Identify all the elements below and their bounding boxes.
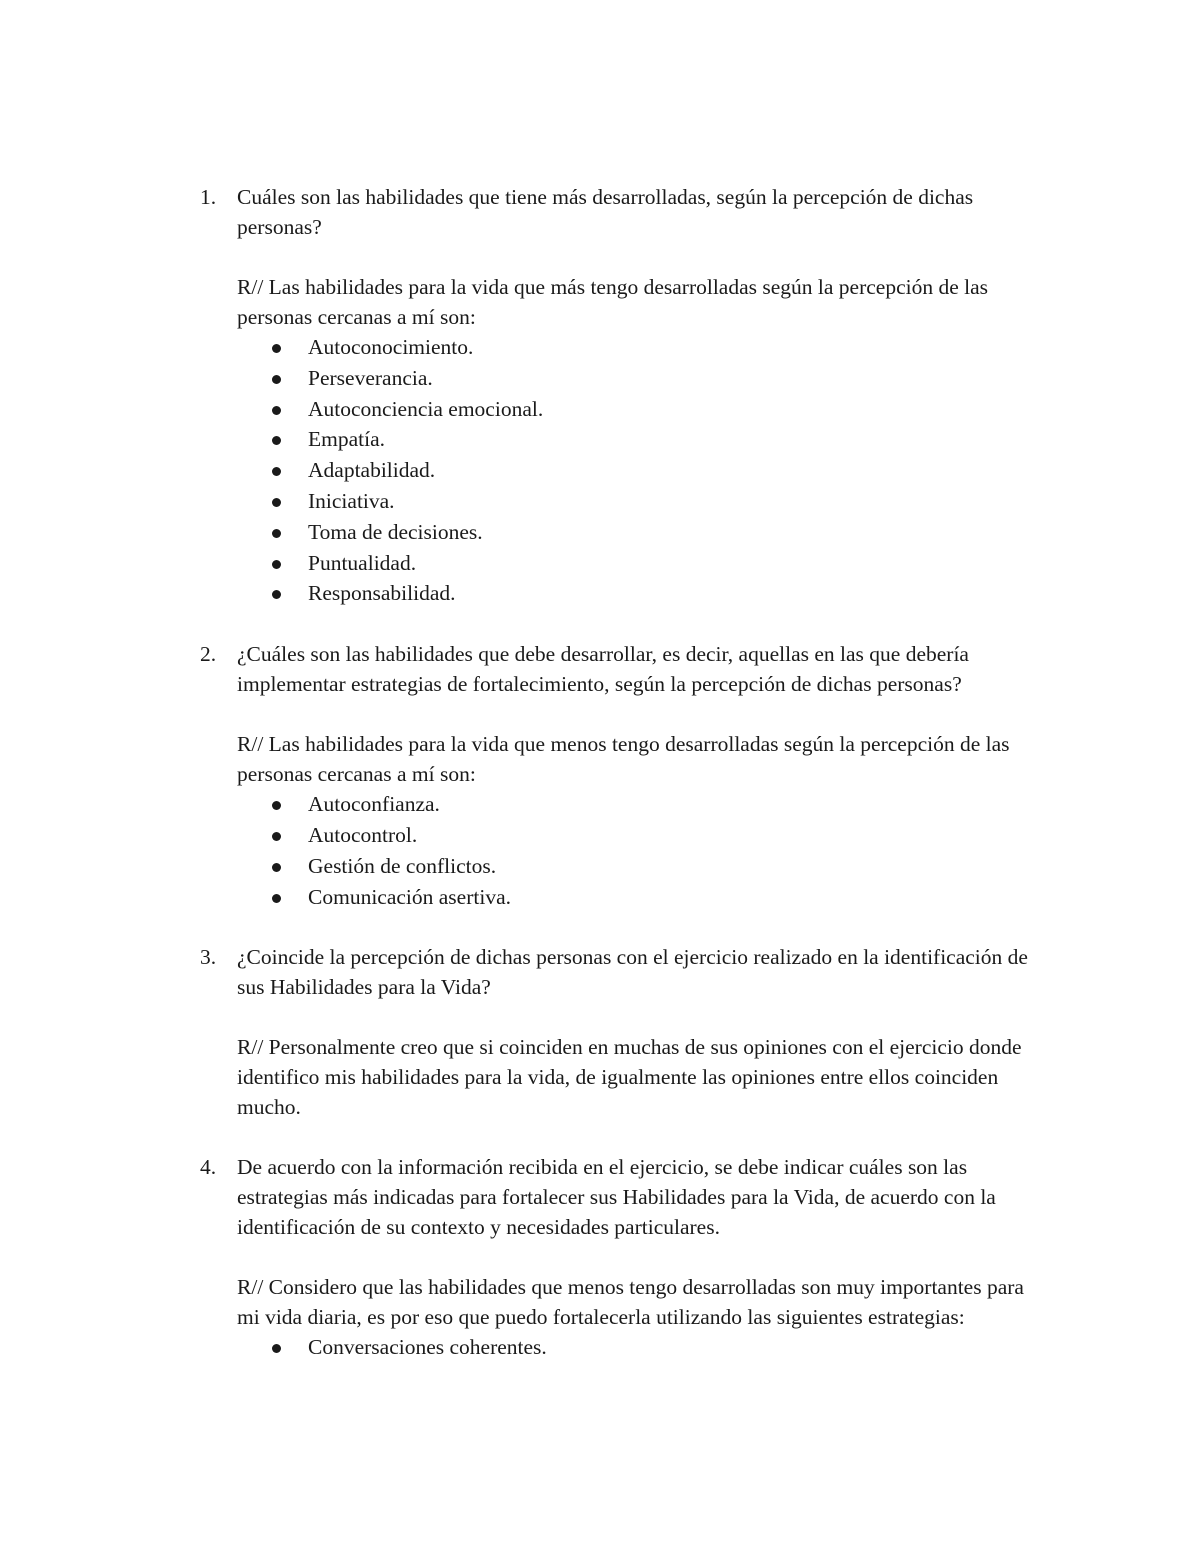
list-item-text: Autoconfianza. bbox=[308, 792, 440, 817]
list-item-text: Perseverancia. bbox=[308, 365, 433, 390]
bullet-icon bbox=[272, 406, 281, 415]
list-item-text: Conversaciones coherentes. bbox=[308, 1335, 547, 1360]
bullet-icon bbox=[272, 529, 281, 538]
list-item-text: Responsabilidad. bbox=[308, 581, 456, 606]
bullet-icon bbox=[272, 467, 281, 476]
question-text: ¿Coincide la percepción de dichas personas con el ejercicio realizado en la identificación de sus Habilidades para la Vida? bbox=[237, 945, 1028, 1000]
list-item bbox=[237, 1332, 1040, 1363]
bullet-icon bbox=[272, 832, 281, 841]
list-item bbox=[237, 455, 1040, 486]
question-text: ¿Cuáles son las habilidades que debe desarrollar, es decir, aquellas en las que debería implementar estrategias de fortalecimiento, según la percepción de dichas personas? bbox=[237, 642, 969, 697]
bullet-list bbox=[237, 789, 1040, 912]
list-item bbox=[237, 851, 1040, 882]
bullet-icon bbox=[272, 344, 281, 353]
question-item-1 bbox=[200, 182, 1040, 609]
list-item-text: Autoconocimiento. bbox=[308, 335, 474, 359]
answer-text: R// Las habilidades para la vida que más tengo desarrolladas según la percepción de las personas cercanas a mí son: bbox=[237, 275, 989, 329]
question-text: De acuerdo con la información recibida en el ejercicio, se debe indicar cuáles son las estrategias más indicadas para fortalecer sus Habilidades para la Vida, de acuerdo con la identificación de su contexto y necesidades particulares. bbox=[237, 1155, 996, 1240]
bullet-list bbox=[237, 332, 1040, 609]
list-item-text: Empatía. bbox=[308, 427, 386, 452]
bullet-icon bbox=[272, 894, 281, 903]
list-item bbox=[237, 332, 1040, 363]
list-item-text: Iniciativa. bbox=[308, 488, 395, 513]
list-item bbox=[237, 548, 1040, 579]
list-item-text: Puntualidad. bbox=[308, 550, 417, 575]
answer-text: R// Las habilidades para la vida que menos tengo desarrolladas según la percepción de las personas cercanas a mí son: bbox=[237, 732, 1010, 787]
question-item-3 bbox=[200, 942, 1040, 1122]
list-item-text: Gestión de conflictos. bbox=[308, 853, 497, 878]
question-list bbox=[200, 182, 1040, 1363]
question-number: 4. bbox=[200, 1155, 217, 1180]
bullet-icon bbox=[272, 1344, 281, 1353]
answer-block bbox=[237, 272, 1040, 609]
bullet-icon bbox=[272, 590, 281, 599]
bullet-list bbox=[237, 1332, 1040, 1363]
list-item bbox=[237, 394, 1040, 425]
list-item-text: Autoconciencia emocional. bbox=[308, 396, 544, 421]
list-item bbox=[237, 882, 1040, 913]
list-item bbox=[237, 486, 1040, 517]
bullet-icon bbox=[272, 560, 281, 569]
question-number: 2. bbox=[200, 642, 217, 667]
list-item-text: Comunicación asertiva. bbox=[308, 884, 511, 909]
question-number: 3. bbox=[200, 945, 217, 970]
bullet-icon bbox=[272, 436, 281, 445]
list-item bbox=[237, 578, 1040, 609]
question-item-4 bbox=[200, 1152, 1040, 1363]
question-text: Cuáles son las habilidades que tiene más desarrolladas, según la percepción de dichas personas? bbox=[237, 185, 974, 239]
bullet-icon bbox=[272, 801, 281, 810]
list-item bbox=[237, 789, 1040, 820]
bullet-icon bbox=[272, 498, 281, 507]
answer-block bbox=[237, 1032, 1040, 1122]
list-item bbox=[237, 363, 1040, 394]
list-item bbox=[237, 517, 1040, 548]
question-number: 1. bbox=[200, 185, 217, 209]
answer-block bbox=[237, 729, 1040, 912]
list-item-text: Toma de decisiones. bbox=[308, 519, 483, 544]
answer-text: R// Considero que las habilidades que menos tengo desarrolladas son muy importantes para mi vida diaria, es por eso que puedo fortalecerla utilizando las siguientes estrategias: bbox=[237, 1275, 1024, 1330]
list-item-text: Autocontrol. bbox=[308, 822, 418, 847]
answer-text: R// Personalmente creo que si coinciden en muchas de sus opiniones con el ejercicio donde identifico mis habilidades para la vida, de igualmente las opiniones entre ellos coinciden mucho. bbox=[237, 1035, 1022, 1120]
list-item-text: Adaptabilidad. bbox=[308, 458, 436, 483]
bullet-icon bbox=[272, 863, 281, 872]
bullet-icon bbox=[272, 375, 281, 384]
list-item bbox=[237, 820, 1040, 851]
answer-block bbox=[237, 1272, 1040, 1363]
list-item bbox=[237, 424, 1040, 455]
question-item-2 bbox=[200, 639, 1040, 912]
